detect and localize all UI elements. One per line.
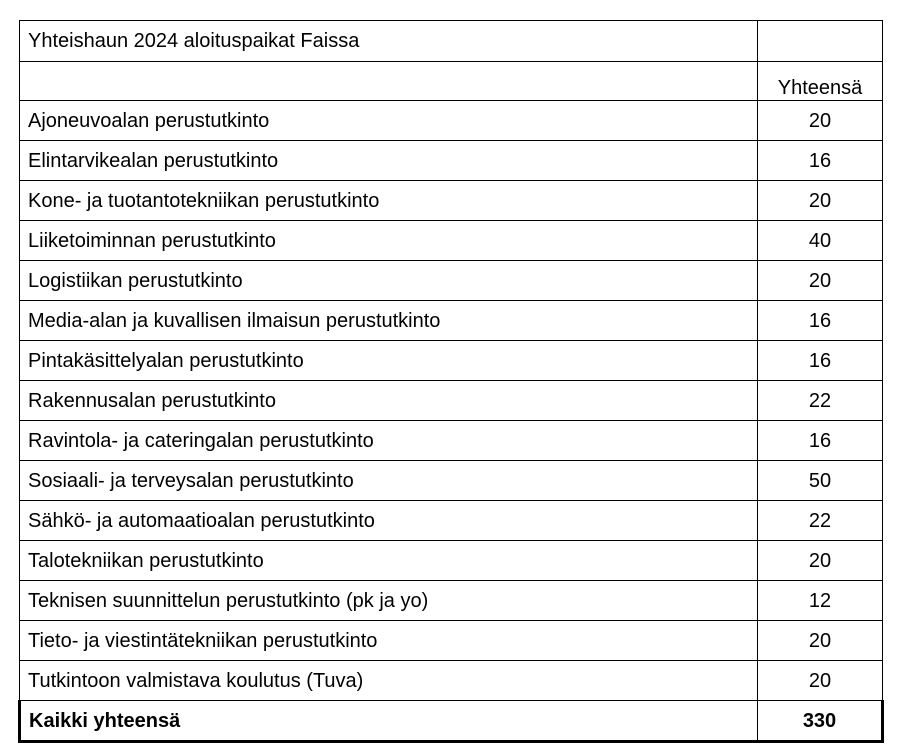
degree-total: 22 (758, 381, 883, 421)
table-row (20, 461, 883, 501)
degree-total: 12 (758, 581, 883, 621)
table-row (20, 141, 883, 181)
degree-name: Pintakäsittelyalan perustutkinto (20, 341, 758, 381)
column-header-total: Yhteensä (758, 62, 883, 101)
table-row (20, 581, 883, 621)
table-row (20, 341, 883, 381)
header-empty-cell (20, 62, 758, 101)
table-row (20, 181, 883, 221)
degree-total: 20 (758, 261, 883, 301)
degree-name: Ravintola- ja cateringalan perustutkinto (20, 421, 758, 461)
table-row (20, 421, 883, 461)
table-row (20, 541, 883, 581)
degree-total: 16 (758, 301, 883, 341)
degree-name: Sosiaali- ja terveysalan perustutkinto (20, 461, 758, 501)
degree-name: Elintarvikealan perustutkinto (20, 141, 758, 181)
degree-name: Media-alan ja kuvallisen ilmaisun perustutkinto (20, 301, 758, 341)
degree-name: Sähkö- ja automaatioalan perustutkinto (20, 501, 758, 541)
table-row (20, 381, 883, 421)
table-row (20, 301, 883, 341)
table-row (20, 661, 883, 701)
degree-total: 50 (758, 461, 883, 501)
degree-name: Talotekniikan perustutkinto (20, 541, 758, 581)
admissions-table (18, 20, 884, 743)
degree-name: Kone- ja tuotantotekniikan perustutkinto (20, 181, 758, 221)
degree-total: 16 (758, 421, 883, 461)
table-row (20, 261, 883, 301)
degree-total: 20 (758, 101, 883, 141)
degree-total: 20 (758, 661, 883, 701)
degree-name: Tieto- ja viestintätekniikan perustutkinto (20, 621, 758, 661)
header-row (20, 62, 883, 101)
degree-total: 40 (758, 221, 883, 261)
table-body (20, 21, 883, 742)
degree-name: Teknisen suunnittelun perustutkinto (pk ja yo) (20, 581, 758, 621)
table-row (20, 621, 883, 661)
grand-total-value: 330 (758, 701, 883, 742)
title-empty-cell (758, 21, 883, 62)
grand-total-label: Kaikki yhteensä (20, 701, 758, 742)
degree-name: Logistiikan perustutkinto (20, 261, 758, 301)
degree-total: 16 (758, 341, 883, 381)
table-row (20, 101, 883, 141)
degree-total: 20 (758, 621, 883, 661)
degree-total: 20 (758, 181, 883, 221)
title-row (20, 21, 883, 62)
degree-name: Rakennusalan perustutkinto (20, 381, 758, 421)
degree-name: Tutkintoon valmistava koulutus (Tuva) (20, 661, 758, 701)
degree-total: 20 (758, 541, 883, 581)
degree-total: 16 (758, 141, 883, 181)
grand-total-row (20, 701, 883, 742)
table-row (20, 501, 883, 541)
table-row (20, 221, 883, 261)
degree-total: 22 (758, 501, 883, 541)
degree-name: Ajoneuvoalan perustutkinto (20, 101, 758, 141)
degree-name: Liiketoiminnan perustutkinto (20, 221, 758, 261)
table-title: Yhteishaun 2024 aloituspaikat Faissa (20, 21, 758, 62)
